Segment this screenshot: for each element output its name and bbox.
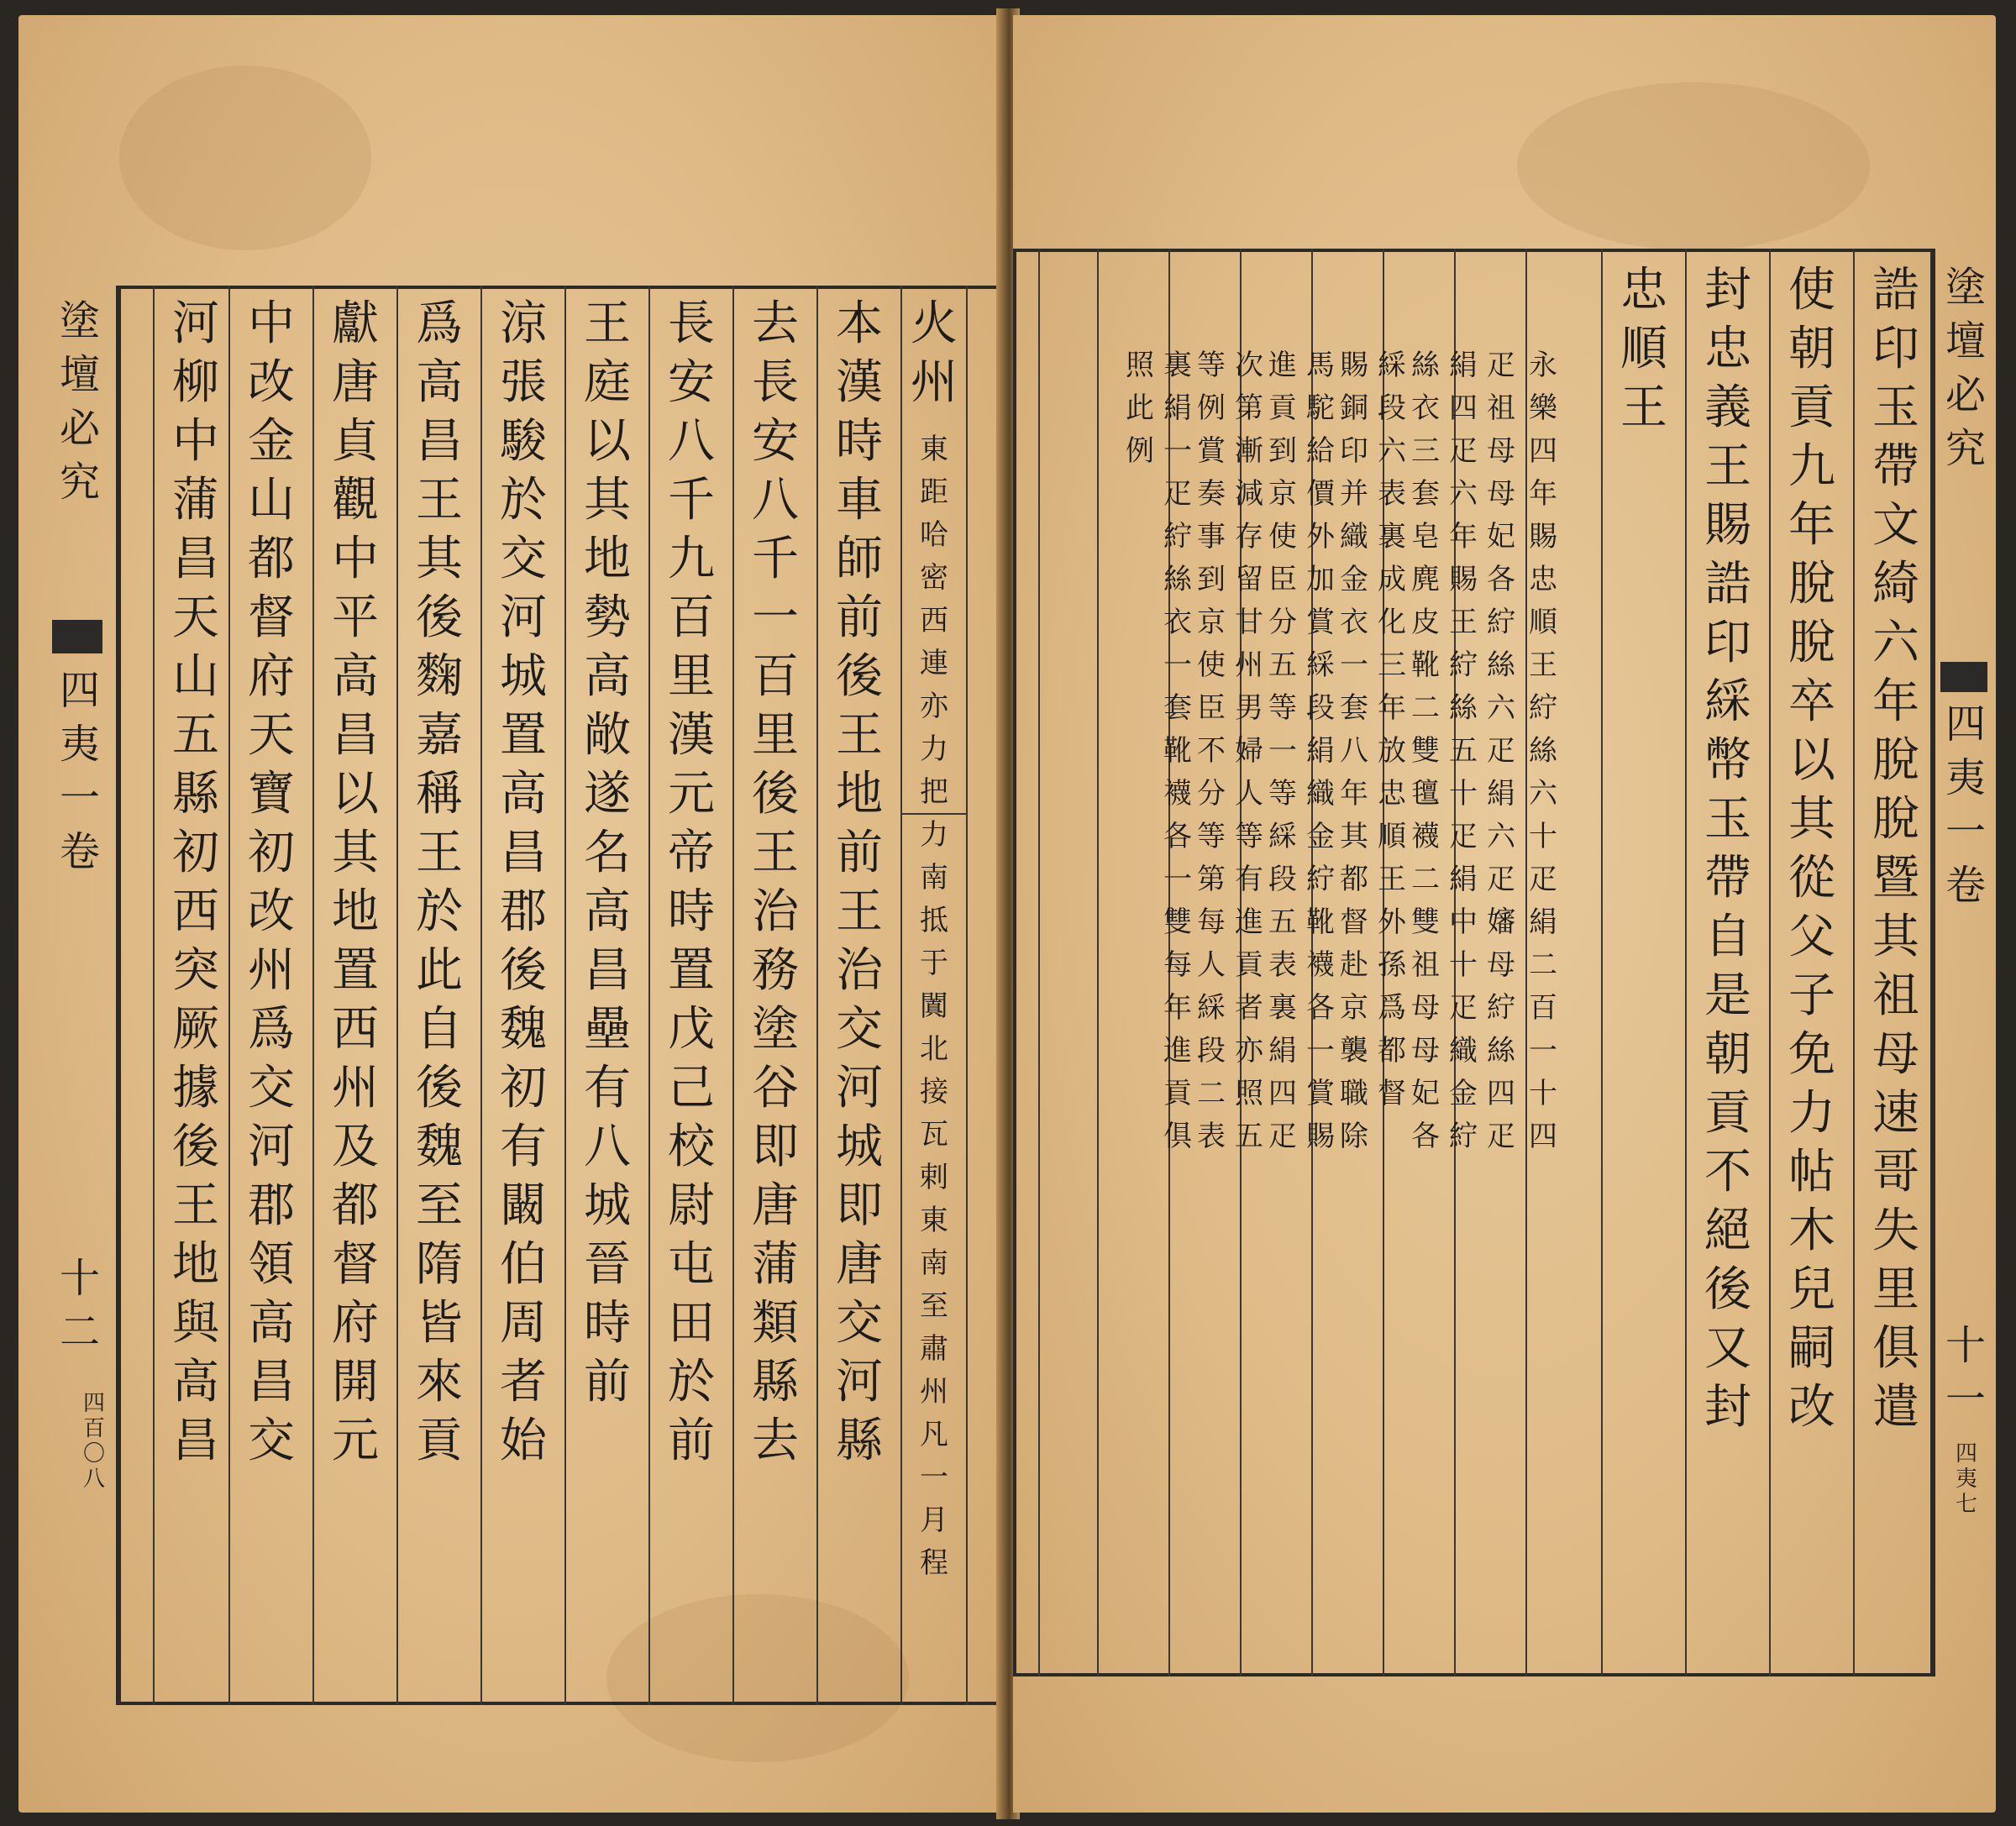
- fish-tail-mark: [1940, 662, 1987, 692]
- text-column: 去 長 安 八 千 一 百 里 後 王 治 務 塗 谷 即 唐 蒲 類 縣 去: [752, 296, 799, 1468]
- note-column: 賜 銅 印 并 織 金 衣 一 套 八 年 其 都 督 赴 京 襲 職 除: [1340, 349, 1368, 1153]
- text-column: 本 漢 時 車 師 前 後 王 地 前 王 治 交 河 城 即 唐 交 河 縣: [836, 296, 883, 1468]
- text-column: 中 改 金 山 都 督 府 天 寶 初 改 州 爲 交 河 郡 領 高 昌 交: [248, 296, 295, 1468]
- text-column: 誥 印 玉 帶 文 綺 六 年 脫 脫 暨 其 祖 母 速 哥 失 里 俱 遣: [1872, 263, 1919, 1435]
- right-page: [1013, 15, 1996, 1813]
- page-number-text: 四 百 〇 八: [82, 1391, 105, 1492]
- left-folio-number: [44, 1255, 116, 1366]
- text-column: 獻 唐 貞 觀 中 平 高 昌 以 其 地 置 西 州 及 都 督 府 開 元: [332, 296, 379, 1468]
- note-column: 絲 衣 三 套 皂 麂 皮 靴 二 雙 氊 襪 二 雙 祖 母 母 妃 各: [1411, 349, 1440, 1153]
- right-page-number: [1945, 1443, 1987, 1519]
- right-margin-section: [1935, 700, 1996, 919]
- folio-number-text: 十 二: [59, 1255, 100, 1356]
- margin-title-text: 塗 壇 必 究: [1945, 264, 1986, 472]
- text-column: 爲 高 昌 王 其 後 麴 嘉 稱 王 於 此 自 後 魏 至 隋 皆 來 貢: [416, 296, 463, 1468]
- place-note: 東 距 哈 密 西 連 亦 力 把 力 南 抵 于 闐 北 接 瓦 剌 東 南 至 肅 州 凡 一 月 程: [920, 433, 948, 1580]
- text-column: 使 朝 貢 九 年 脫 脫 卒 以 其 從 父 子 免 力 帖 木 兒 嗣 改: [1788, 263, 1835, 1435]
- page-number-text: 四 夷 七: [1955, 1441, 1977, 1517]
- text-column: 封 忠 義 王 賜 誥 印 綵 幣 玉 帶 自 是 朝 貢 不 絕 後 又 封: [1704, 263, 1751, 1435]
- note-column: 照 此 例: [1126, 349, 1154, 468]
- text-column: 河 柳 中 蒲 昌 天 山 五 縣 初 西 突 厥 據 後 王 地 與 高 昌: [172, 296, 219, 1468]
- left-margin-title: [44, 297, 116, 516]
- text-column: 涼 張 駿 於 交 河 城 置 高 昌 郡 後 魏 初 有 闞 伯 周 者 始: [500, 296, 547, 1468]
- note-column: 絹 四 疋 六 年 賜 王 紵 絲 五 十 疋 絹 中 十 疋 織 金 紵: [1449, 349, 1478, 1153]
- text-column: 忠 順 王: [1620, 263, 1667, 435]
- note-column: 永 樂 四 年 賜 忠 順 王 紵 絲 六 十 疋 絹 二 百 一 十 四: [1529, 349, 1557, 1153]
- margin-section-text: 四 夷 一 卷: [1945, 700, 1986, 909]
- note-column: 次 第 漸 減 存 留 甘 州 男 婦 人 等 有 進 貢 者 亦 照 五: [1235, 349, 1263, 1153]
- fish-tail-mark: [52, 620, 102, 653]
- text-column: 王 庭 以 其 地 勢 高 敞 遂 名 高 昌 壘 有 八 城 晉 時 前: [584, 296, 631, 1409]
- right-margin-title: [1935, 264, 1996, 482]
- place-heading: 火 州: [911, 296, 958, 410]
- text-column: 長 安 八 千 九 百 里 漢 元 帝 時 置 戊 己 校 尉 屯 田 於 前: [668, 296, 715, 1468]
- left-page-number: [69, 1393, 119, 1493]
- folio-number-text: 十 一: [1945, 1322, 1986, 1423]
- right-folio-number: [1935, 1322, 1996, 1433]
- margin-section-text: 四 夷 一 卷: [59, 667, 100, 875]
- note-column: 等 例 賞 奏 事 到 京 使 臣 不 分 等 第 每 人 綵 段 二 表: [1197, 349, 1226, 1153]
- note-column: 裏 絹 一 疋 紵 絲 衣 一 套 靴 襪 各 一 雙 每 年 進 貢 俱: [1163, 349, 1192, 1153]
- note-column: 馬 駝 給 價 外 加 賞 綵 段 絹 織 金 紵 靴 襪 各 一 賞 賜: [1306, 349, 1335, 1153]
- note-column: 疋 祖 母 母 妃 各 紵 絲 六 疋 絹 六 疋 嬸 母 紵 絲 四 疋: [1487, 349, 1515, 1153]
- left-margin-section: [44, 667, 116, 885]
- margin-title-text: 塗 壇 必 究: [59, 297, 100, 506]
- note-column: 綵 段 六 表 裏 成 化 三 年 放 忠 順 王 外 孫 爲 都 督: [1378, 349, 1406, 1110]
- note-column: 進 貢 到 京 使 臣 分 五 等 一 等 綵 段 五 表 裏 絹 四 疋: [1268, 349, 1297, 1153]
- left-page: [18, 15, 1003, 1813]
